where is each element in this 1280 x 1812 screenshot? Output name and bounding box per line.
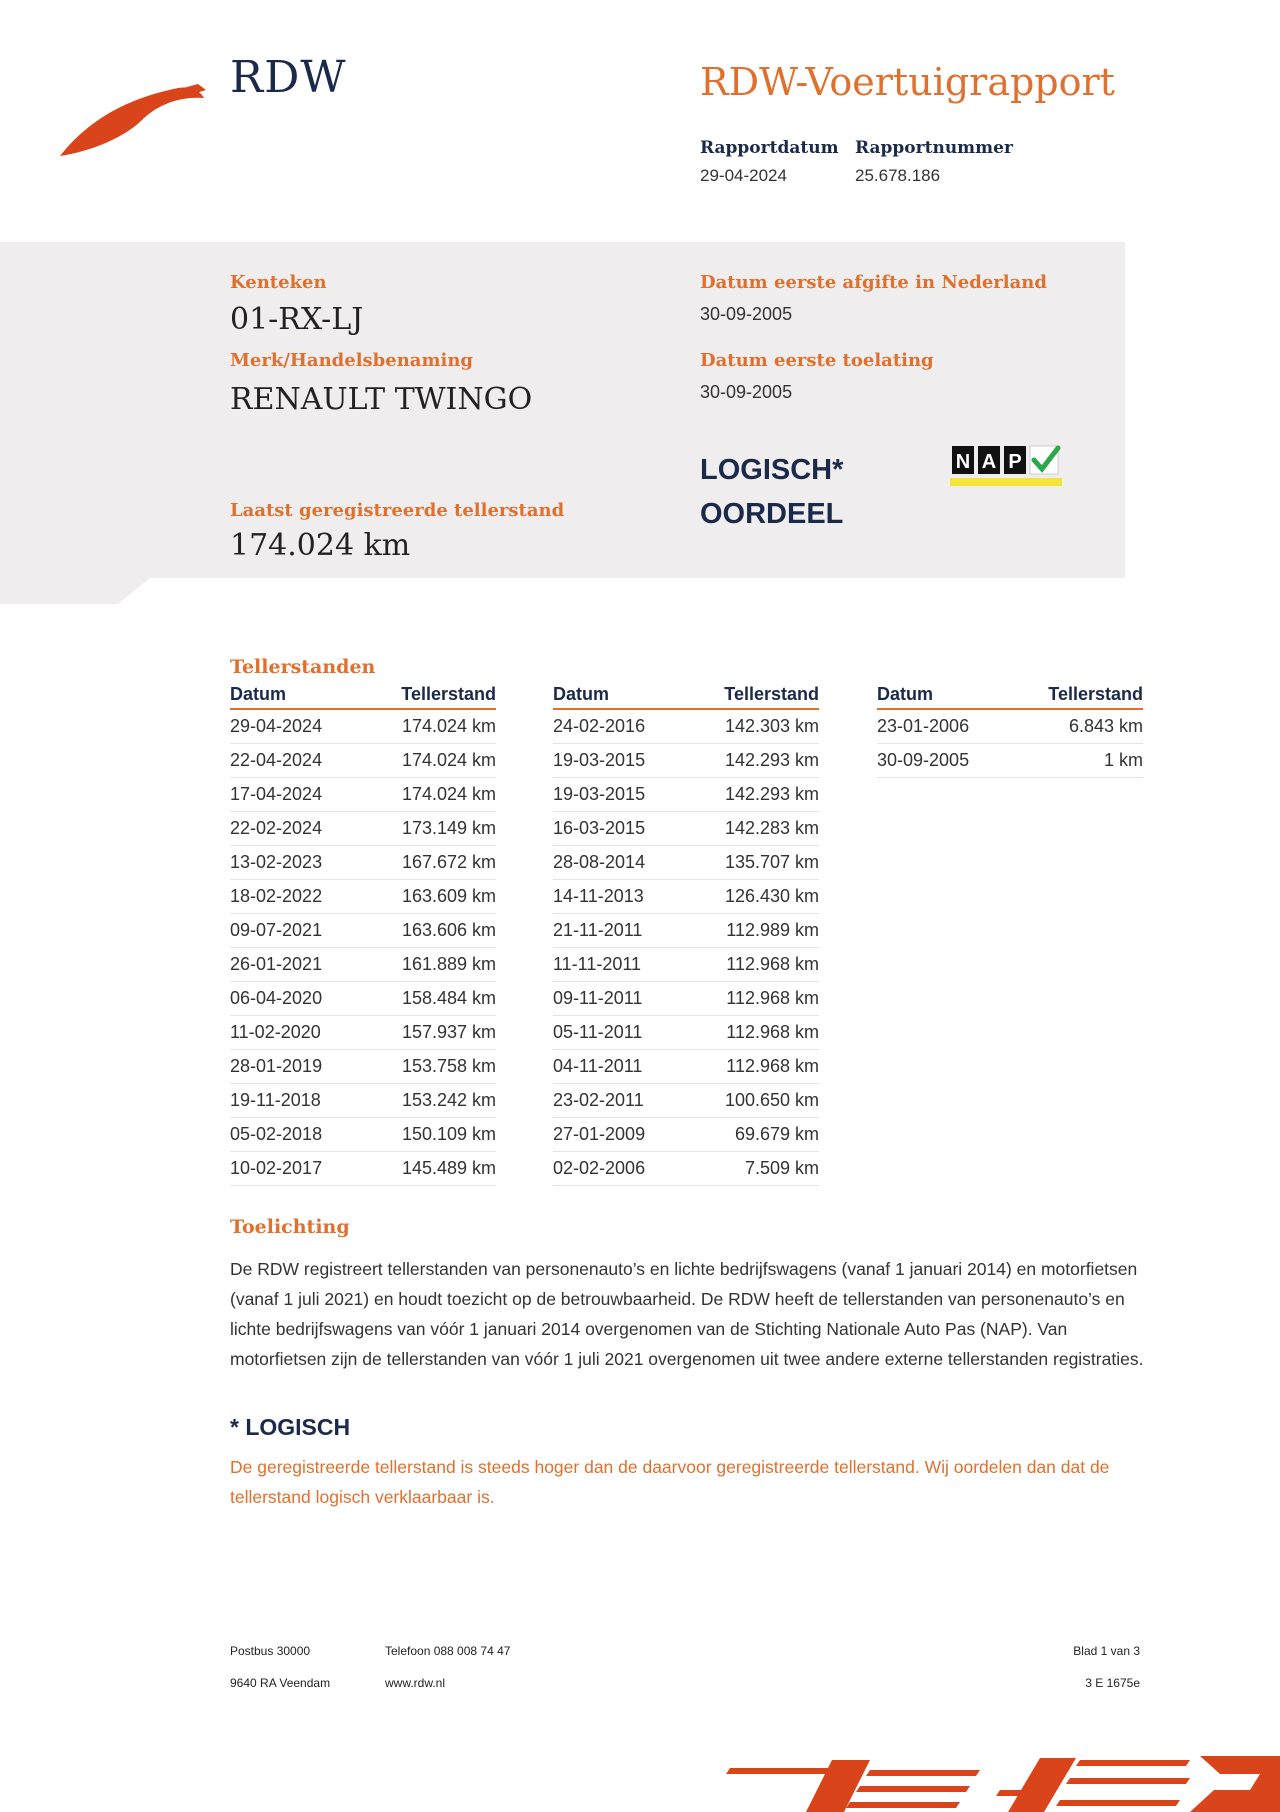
table-row	[230, 778, 496, 812]
reading-date: 22-04-2024	[230, 750, 323, 770]
footer-website-link[interactable]: www.rdw.nl	[385, 1676, 446, 1690]
reading-value: 112.989 km	[726, 920, 819, 940]
verdict-line-2: OORDEEL	[700, 498, 844, 530]
report-number: 25.678.186	[855, 166, 941, 185]
plate-label: Kenteken	[230, 272, 327, 293]
verdict	[700, 448, 843, 536]
reading-date: 30-09-2005	[877, 750, 970, 770]
reading-value: 6.843 km	[1068, 716, 1143, 736]
reading-date: 11-02-2020	[230, 1022, 321, 1042]
reading-value: 163.606 km	[401, 920, 496, 940]
reading-value: 7.509 km	[744, 1158, 819, 1178]
make-label: Merk/Handelsbenaming	[230, 350, 474, 371]
table-row	[553, 744, 819, 778]
report-date-label: Rapportdatum	[700, 138, 839, 158]
brand-name: RDW	[230, 52, 347, 103]
vehicle-make: RENAULT TWINGO	[230, 382, 533, 417]
date-header: Datum	[230, 684, 287, 704]
explanation-text: De RDW registreert tellerstanden van personenauto’s en lichte bedrijfswagens (vanaf 1 januari 2014) en motorfietsen (vanaf 1 juli 2021) en houdt toezicht op de betrouwbaarheid. De RDW heeft de tellerstanden van personenauto’s en lichte bedrijfswagens van vóór 1 januari 2014 overgenomen van de Stichting Nationale Auto Pas (NAP). Van motorfietsen zijn de tellerstanden van vóór 1 juli 2021 overgenomen uit twee andere externe tellerstanden registraties.	[230, 1259, 1144, 1369]
table-row	[553, 710, 819, 744]
reading-value: 135.707 km	[724, 852, 819, 872]
table-row	[877, 710, 1143, 744]
footer-page-number: Blad 1 van 3	[1073, 1644, 1140, 1658]
rdw-footer-stripes-icon	[720, 1750, 1280, 1812]
table-row	[553, 1118, 819, 1152]
reading-date: 26-01-2021	[230, 954, 323, 974]
reading-value: 157.937 km	[401, 1022, 496, 1042]
explanation-title: Toelichting	[230, 1216, 350, 1238]
last-odometer: 174.024 km	[230, 528, 411, 563]
table-row	[230, 846, 496, 880]
verdict-line-1: LOGISCH*	[700, 454, 844, 486]
table-row	[553, 846, 819, 880]
nap-letter-a: A	[981, 451, 997, 473]
table-row	[553, 982, 819, 1016]
table-row	[553, 1050, 819, 1084]
reading-date: 19-11-2018	[230, 1090, 321, 1110]
value-header: Tellerstand	[724, 684, 819, 704]
nap-letter-n: N	[955, 451, 971, 473]
footer-phone: Telefoon 088 008 74 47	[385, 1644, 511, 1658]
footer-city: 9640 RA Veendam	[230, 1676, 331, 1690]
reading-date: 24-02-2016	[553, 716, 646, 736]
reading-date: 06-04-2020	[230, 988, 323, 1008]
reading-value: 163.609 km	[401, 886, 496, 906]
reading-value: 174.024 km	[401, 750, 496, 770]
table-row	[230, 880, 496, 914]
panel-notch	[0, 578, 150, 604]
footer-code: 3 E 1675e	[1085, 1676, 1140, 1690]
reading-date: 22-02-2024	[230, 818, 323, 838]
table-row	[230, 1118, 496, 1152]
reading-date: 23-02-2011	[553, 1090, 644, 1110]
nap-letter-p: P	[1008, 451, 1022, 473]
table-row	[877, 744, 1143, 778]
table-row	[230, 914, 496, 948]
readings-table-2	[553, 684, 819, 1186]
report-number-label: Rapportnummer	[855, 138, 1013, 158]
reading-value: 158.484 km	[401, 988, 496, 1008]
reading-date: 18-02-2022	[230, 886, 323, 906]
table-row	[553, 812, 819, 846]
logic-title: * LOGISCH	[230, 1414, 351, 1440]
reading-value: 1 km	[1103, 750, 1143, 770]
reading-value: 150.109 km	[401, 1124, 496, 1144]
table-row	[553, 1084, 819, 1118]
nap-badge-icon	[950, 442, 1065, 488]
table-row	[230, 982, 496, 1016]
reading-date: 10-02-2017	[230, 1158, 323, 1178]
reading-value: 126.430 km	[724, 886, 819, 906]
footer-postbus: Postbus 30000	[230, 1644, 311, 1658]
reading-value: 153.758 km	[401, 1056, 496, 1076]
first-issue-nl: 30-09-2005	[700, 304, 793, 324]
reading-date: 04-11-2011	[553, 1056, 643, 1076]
table-row	[230, 710, 496, 744]
reading-date: 09-07-2021	[230, 920, 323, 940]
reading-value: 69.679 km	[734, 1124, 819, 1144]
value-header: Tellerstand	[401, 684, 496, 704]
table-row	[553, 1152, 819, 1186]
reading-date: 05-11-2011	[553, 1022, 643, 1042]
report-date: 29-04-2024	[700, 166, 787, 185]
reading-date: 05-02-2018	[230, 1124, 323, 1144]
reading-value: 142.283 km	[724, 818, 819, 838]
reading-date: 11-11-2011	[553, 954, 642, 974]
last-odometer-label: Laatst geregistreerde tellerstand	[230, 500, 565, 521]
value-header: Tellerstand	[1048, 684, 1143, 704]
reading-value: 173.149 km	[401, 818, 496, 838]
reading-date: 28-01-2019	[230, 1056, 323, 1076]
reading-value: 142.293 km	[724, 784, 819, 804]
reading-date: 23-01-2006	[877, 716, 970, 736]
reading-value: 112.968 km	[726, 1056, 819, 1076]
reading-value: 145.489 km	[401, 1158, 496, 1178]
readings-title: Tellerstanden	[230, 656, 376, 678]
first-admission: 30-09-2005	[700, 382, 793, 402]
table-row	[230, 948, 496, 982]
rdw-logo-icon	[58, 80, 208, 160]
reading-value: 112.968 km	[726, 954, 819, 974]
reading-date: 28-08-2014	[553, 852, 646, 872]
table-row	[230, 1050, 496, 1084]
reading-date: 19-03-2015	[553, 750, 646, 770]
reading-value: 167.672 km	[401, 852, 496, 872]
reading-value: 174.024 km	[401, 784, 496, 804]
first-issue-nl-label: Datum eerste afgifte in Nederland	[700, 272, 1047, 293]
reading-date: 16-03-2015	[553, 818, 646, 838]
license-plate: 01-RX-LJ	[230, 302, 364, 337]
reading-value: 112.968 km	[726, 1022, 819, 1042]
reading-date: 21-11-2011	[553, 920, 643, 940]
reading-value: 142.293 km	[724, 750, 819, 770]
reading-value: 112.968 km	[726, 988, 819, 1008]
table-row	[230, 1016, 496, 1050]
table-row	[553, 914, 819, 948]
reading-date: 14-11-2013	[553, 886, 644, 906]
reading-date: 27-01-2009	[553, 1124, 646, 1144]
table-row	[230, 1152, 496, 1186]
table-header	[230, 684, 496, 710]
table-header	[877, 684, 1143, 710]
reading-date: 02-02-2006	[553, 1158, 646, 1178]
reading-date: 17-04-2024	[230, 784, 323, 804]
reading-date: 19-03-2015	[553, 784, 646, 804]
report-title: RDW-Voertuigrapport	[700, 60, 1115, 104]
date-header: Datum	[553, 684, 610, 704]
table-row	[230, 1084, 496, 1118]
first-admission-label: Datum eerste toelating	[700, 350, 934, 371]
readings-table-1	[230, 684, 496, 1186]
table-row	[553, 948, 819, 982]
reading-value: 100.650 km	[724, 1090, 819, 1110]
readings-table-3	[877, 684, 1143, 778]
reading-value: 161.889 km	[401, 954, 496, 974]
logic-text: De geregistreerde tellerstand is steeds hoger dan de daarvoor geregistreerde tellerstand. Wij oordelen dan dat de tellerstand logisch verklaarbaar is.	[230, 1457, 1110, 1507]
date-header: Datum	[877, 684, 934, 704]
reading-date: 09-11-2011	[553, 988, 643, 1008]
reading-value: 174.024 km	[401, 716, 496, 736]
table-row	[230, 744, 496, 778]
table-row	[553, 880, 819, 914]
table-row	[553, 1016, 819, 1050]
table-row	[230, 812, 496, 846]
table-header	[553, 684, 819, 710]
table-row	[553, 778, 819, 812]
reading-value: 142.303 km	[724, 716, 819, 736]
reading-value: 153.242 km	[401, 1090, 496, 1110]
reading-date: 29-04-2024	[230, 716, 323, 736]
reading-date: 13-02-2023	[230, 852, 323, 872]
